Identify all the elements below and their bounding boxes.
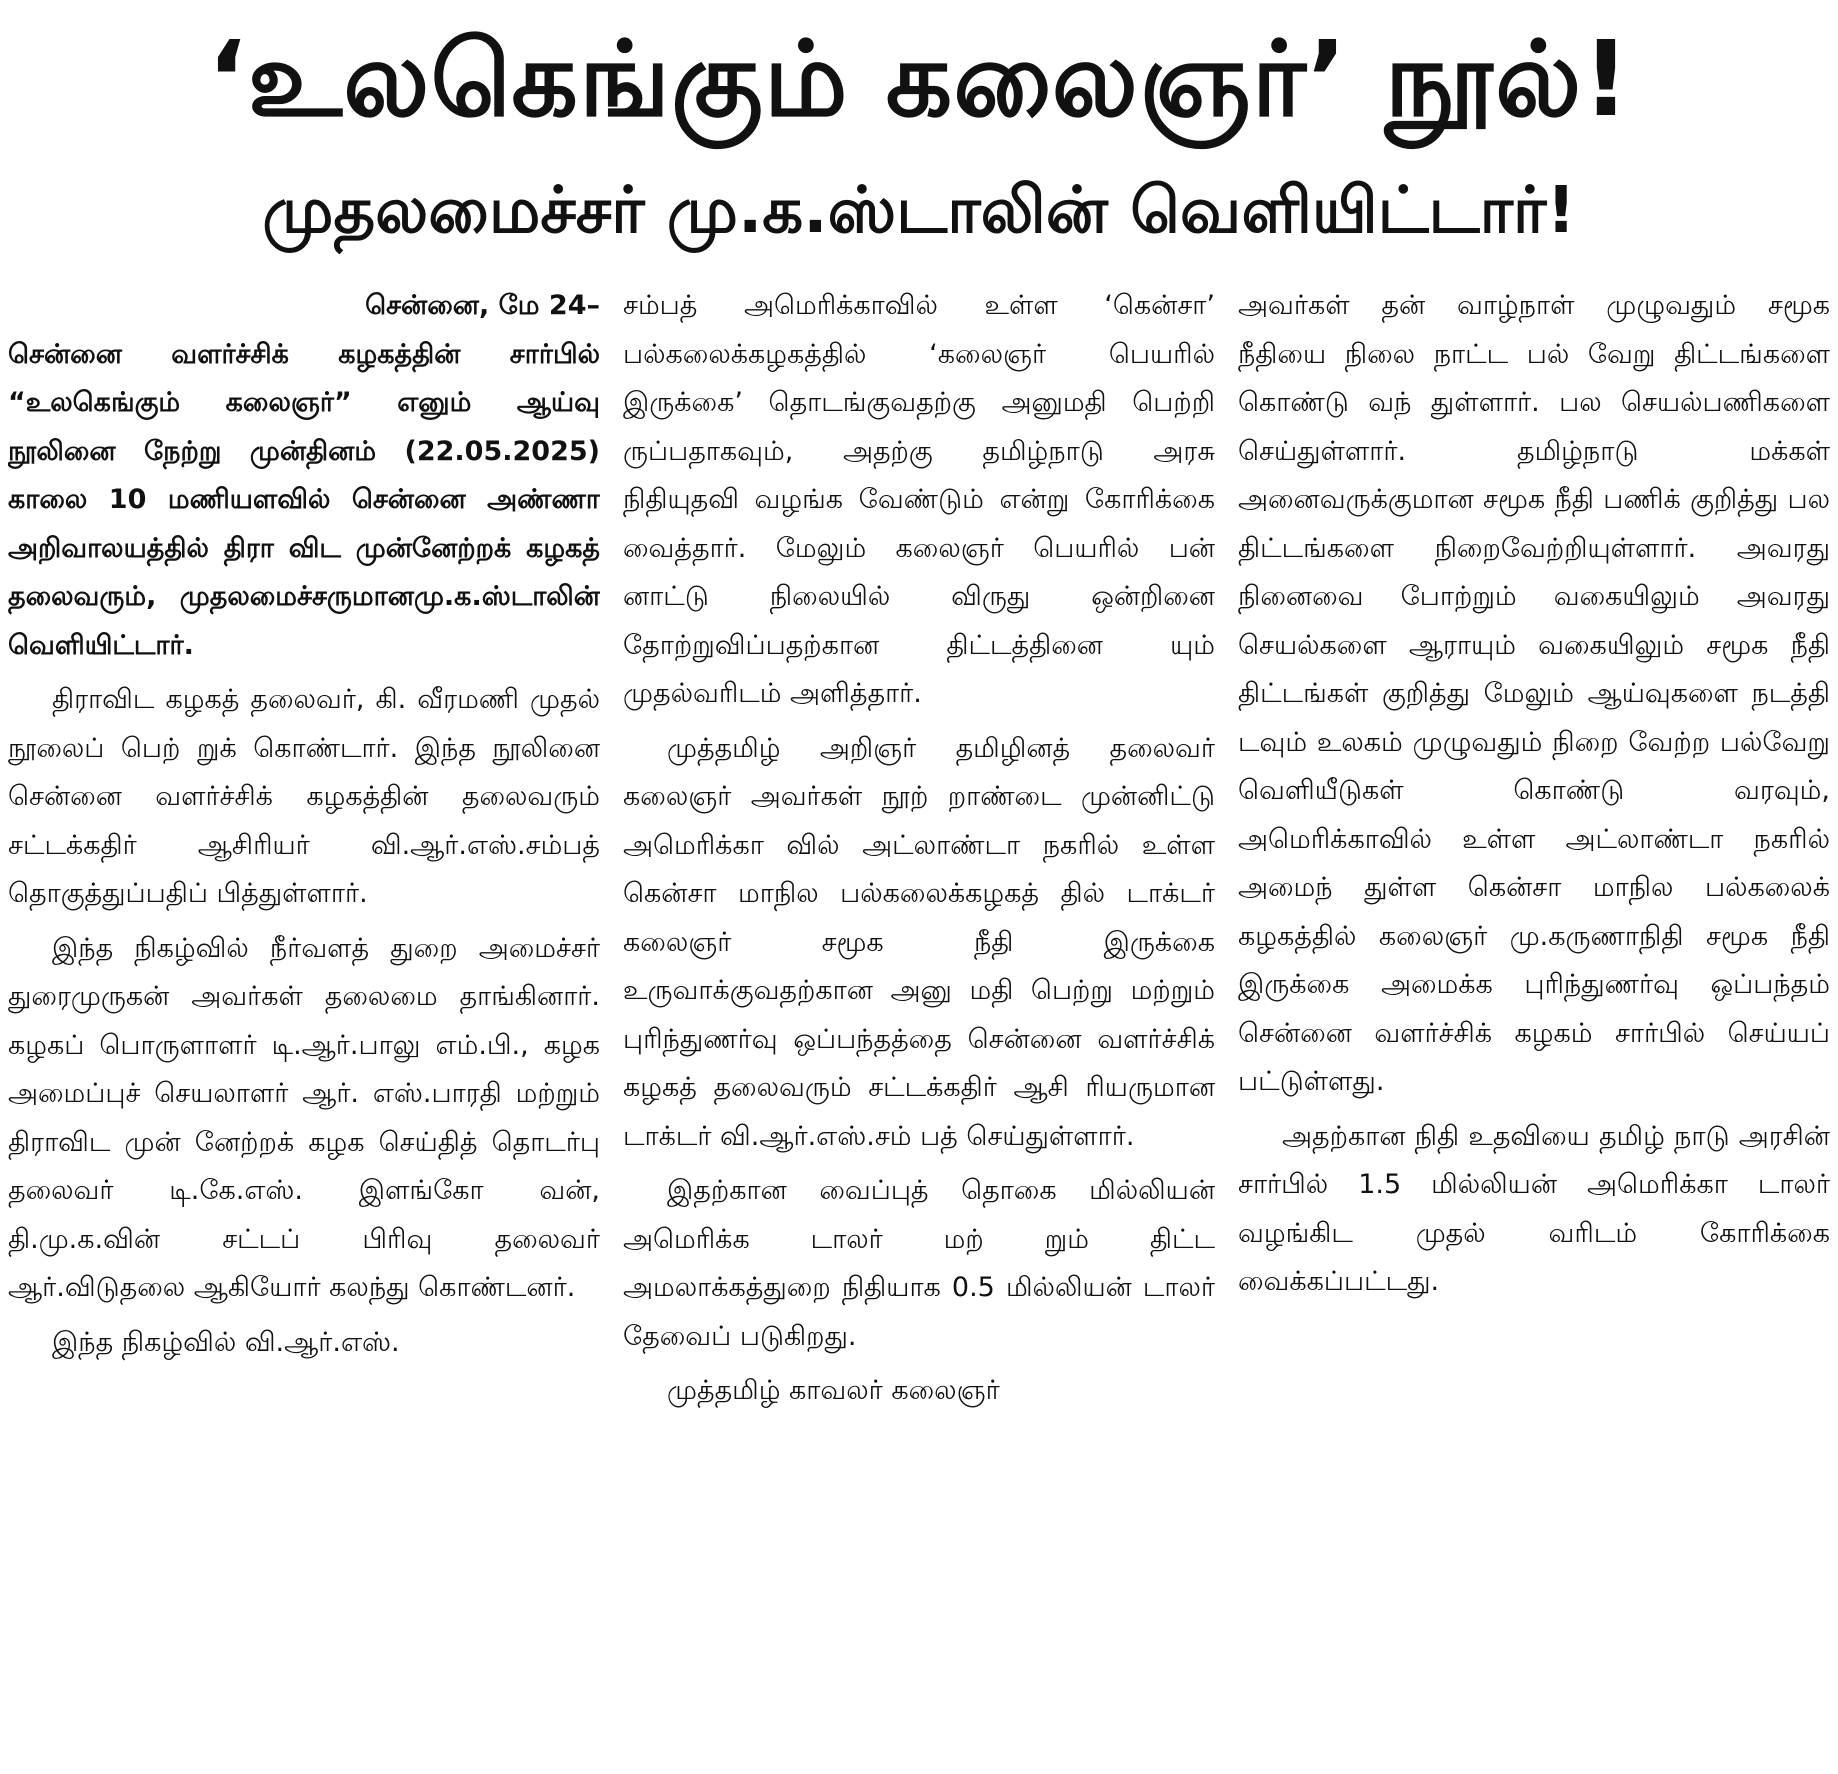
column-1: [8, 282, 600, 1768]
headline: ‘உலகெங்கும் கலைஞர்’ நூல்!: [207, 18, 1631, 140]
paragraph: முத்தமிழ் காவலர் கலைஞர்: [667, 1375, 1000, 1406]
lead-paragraph: சென்னை வளர்ச்சிக் கழகத்தின் சார்பில் “உலகெங்கும் கலைஞர்” எனும் ஆய்வு நூலினை நேற்று முன்தினம் (22.05.2025) காலை 10 மணியளவில் சென்னை அண்ணா அறிவாலயத்தில் திரா விட முன்னேற்றக் கழகத் தலைவரும், முதலமைச்சருமானமு.க.ஸ்டாலின் வெளியிட்டார்.: [8, 338, 600, 661]
column-2: [623, 282, 1215, 1768]
column-3: [1238, 282, 1830, 1768]
article-columns: [8, 282, 1830, 1768]
paragraph: முத்தமிழ் அறிஞர் தமிழினத் தலைவர் கலைஞர் அவர்கள் நூற் றாண்டை முன்னிட்டு அமெரிக்கா வில் அட்லாண்டா நகரில் உள்ள கென்சா மாநில பல்கலைக்கழகத் தில் டாக்டர் கலைஞர் சமூக நீதி இருக்கை உருவாக்குவதற்கான அனு மதி பெற்று மற்றும் புரிந்துணர்வு ஒப்பந்தத்தை சென்னை வளர்ச்சிக் கழகத் தலைவரும் சட்டக்கதிர் ஆசி ரியருமான டாக்டர் வி.ஆர்.எஸ்.சம் பத் செய்துள்ளார்.: [623, 732, 1215, 1152]
subheadline: முதலமைச்சர் மு.க.ஸ்டாலின் வெளியிட்டார்!: [262, 174, 1576, 248]
dateline: சென்னை, மே 24–: [365, 290, 600, 321]
paragraph: அதற்கான நிதி உதவியை தமிழ் நாடு அரசின் சார்பில் 1.5 மில்லியன் அமெரிக்கா டாலர் வழங்கிட முதல் வரிடம் கோரிக்கை வைக்கப்பட்டது.: [1238, 1120, 1830, 1297]
paragraph: திராவிட கழகத் தலைவர், கி. வீரமணி முதல் நூலைப் பெற் றுக் கொண்டார். இந்த நூலினை சென்னை வளர்ச்சிக் கழகத்தின் தலைவரும் சட்டக்கதிர் ஆசிரியர் வி.ஆர்.எஸ்.சம்பத் தொகுத்துப்பதிப் பித்துள்ளார்.: [8, 684, 600, 909]
paragraph: அவர்கள் தன் வாழ்நாள் முழுவதும் சமூக நீதியை நிலை நாட்ட பல் வேறு திட்டங்களை கொண்டு வந் துள்ளார். பல செயல்பணிகளை செய்துள்ளார். தமிழ்நாடு மக்கள் அனைவருக்குமான சமூக நீதி பணிக் குறித்து பல திட்டங்களை நிறைவேற்றியுள்ளார். அவரது நினைவை போற்றும் வகையிலும் அவரது செயல்களை ஆராயும் வகையிலும் சமூக நீதி திட்டங்கள் குறித்து மேலும் ஆய்வுகளை நடத்தி டவும் உலகம் முழுவதும் நிறை வேற்ற பல்வேறு வெளியீடுகள் கொண்டு வரவும், அமெரிக்காவில் உள்ள அட்லாண்டா நகரில் அமைந் துள்ள கென்சா மாநில பல்கலைக் கழகத்தில் கலைஞர் மு.கருணாநிதி சமூக நீதி இருக்கை அமைக்க புரிந்துணர்வு ஒப்பந்தம் சென்னை வளர்ச்சிக் கழகம் சார்பில் செய்யப் பட்டுள்ளது.: [1238, 290, 1830, 1097]
paragraph: இந்த நிகழ்வில் வி.ஆர்.எஸ்.: [52, 1326, 400, 1358]
paragraph: சம்பத் அமெரிக்காவில் உள்ள ‘கென்சா’ பல்கலைக்கழகத்தில் ‘கலைஞர் பெயரில் இருக்கை’ தொடங்குவதற்கு அனுமதி பெற்றி ருப்பதாகவும், அதற்கு தமிழ்நாடு அரசு நிதியுதவி வழங்க வேண்டும் என்று கோரிக்கை வைத்தார். மேலும் கலைஞர் பெயரில் பன் னாட்டு நிலையில் விருது ஒன்றினை தோற்றுவிப்பதற்கான திட்டத்தினை யும் முதல்வரிடம் அளித்தார்.: [623, 290, 1215, 709]
paragraph: இதற்கான வைப்புத் தொகை மில்லியன் அமெரிக்க டாலர் மற் றும் திட்ட அமலாக்கத்துறை நிதியாக 0.5 மில்லியன் டாலர் தேவைப் படுகிறது.: [623, 1175, 1215, 1352]
paragraph: இந்த நிகழ்வில் நீர்வளத் துறை அமைச்சர் துரைமுருகன் அவர்கள் தலைமை தாங்கினார். கழகப் பொருளாளர் டி.ஆர்.பாலு எம்.பி., கழக அமைப்புச் செயலாளர் ஆர். எஸ்.பாரதி மற்றும் திராவிட முன் னேற்றக் கழக செய்தித் தொடர்பு தலைவர் டி.கே.எஸ். இளங்கோ வன், தி.மு.க.வின் சட்டப் பிரிவு தலைவர் ஆர்.விடுதலை ஆகியோர் கலந்து கொண்டனர்.: [8, 932, 600, 1303]
